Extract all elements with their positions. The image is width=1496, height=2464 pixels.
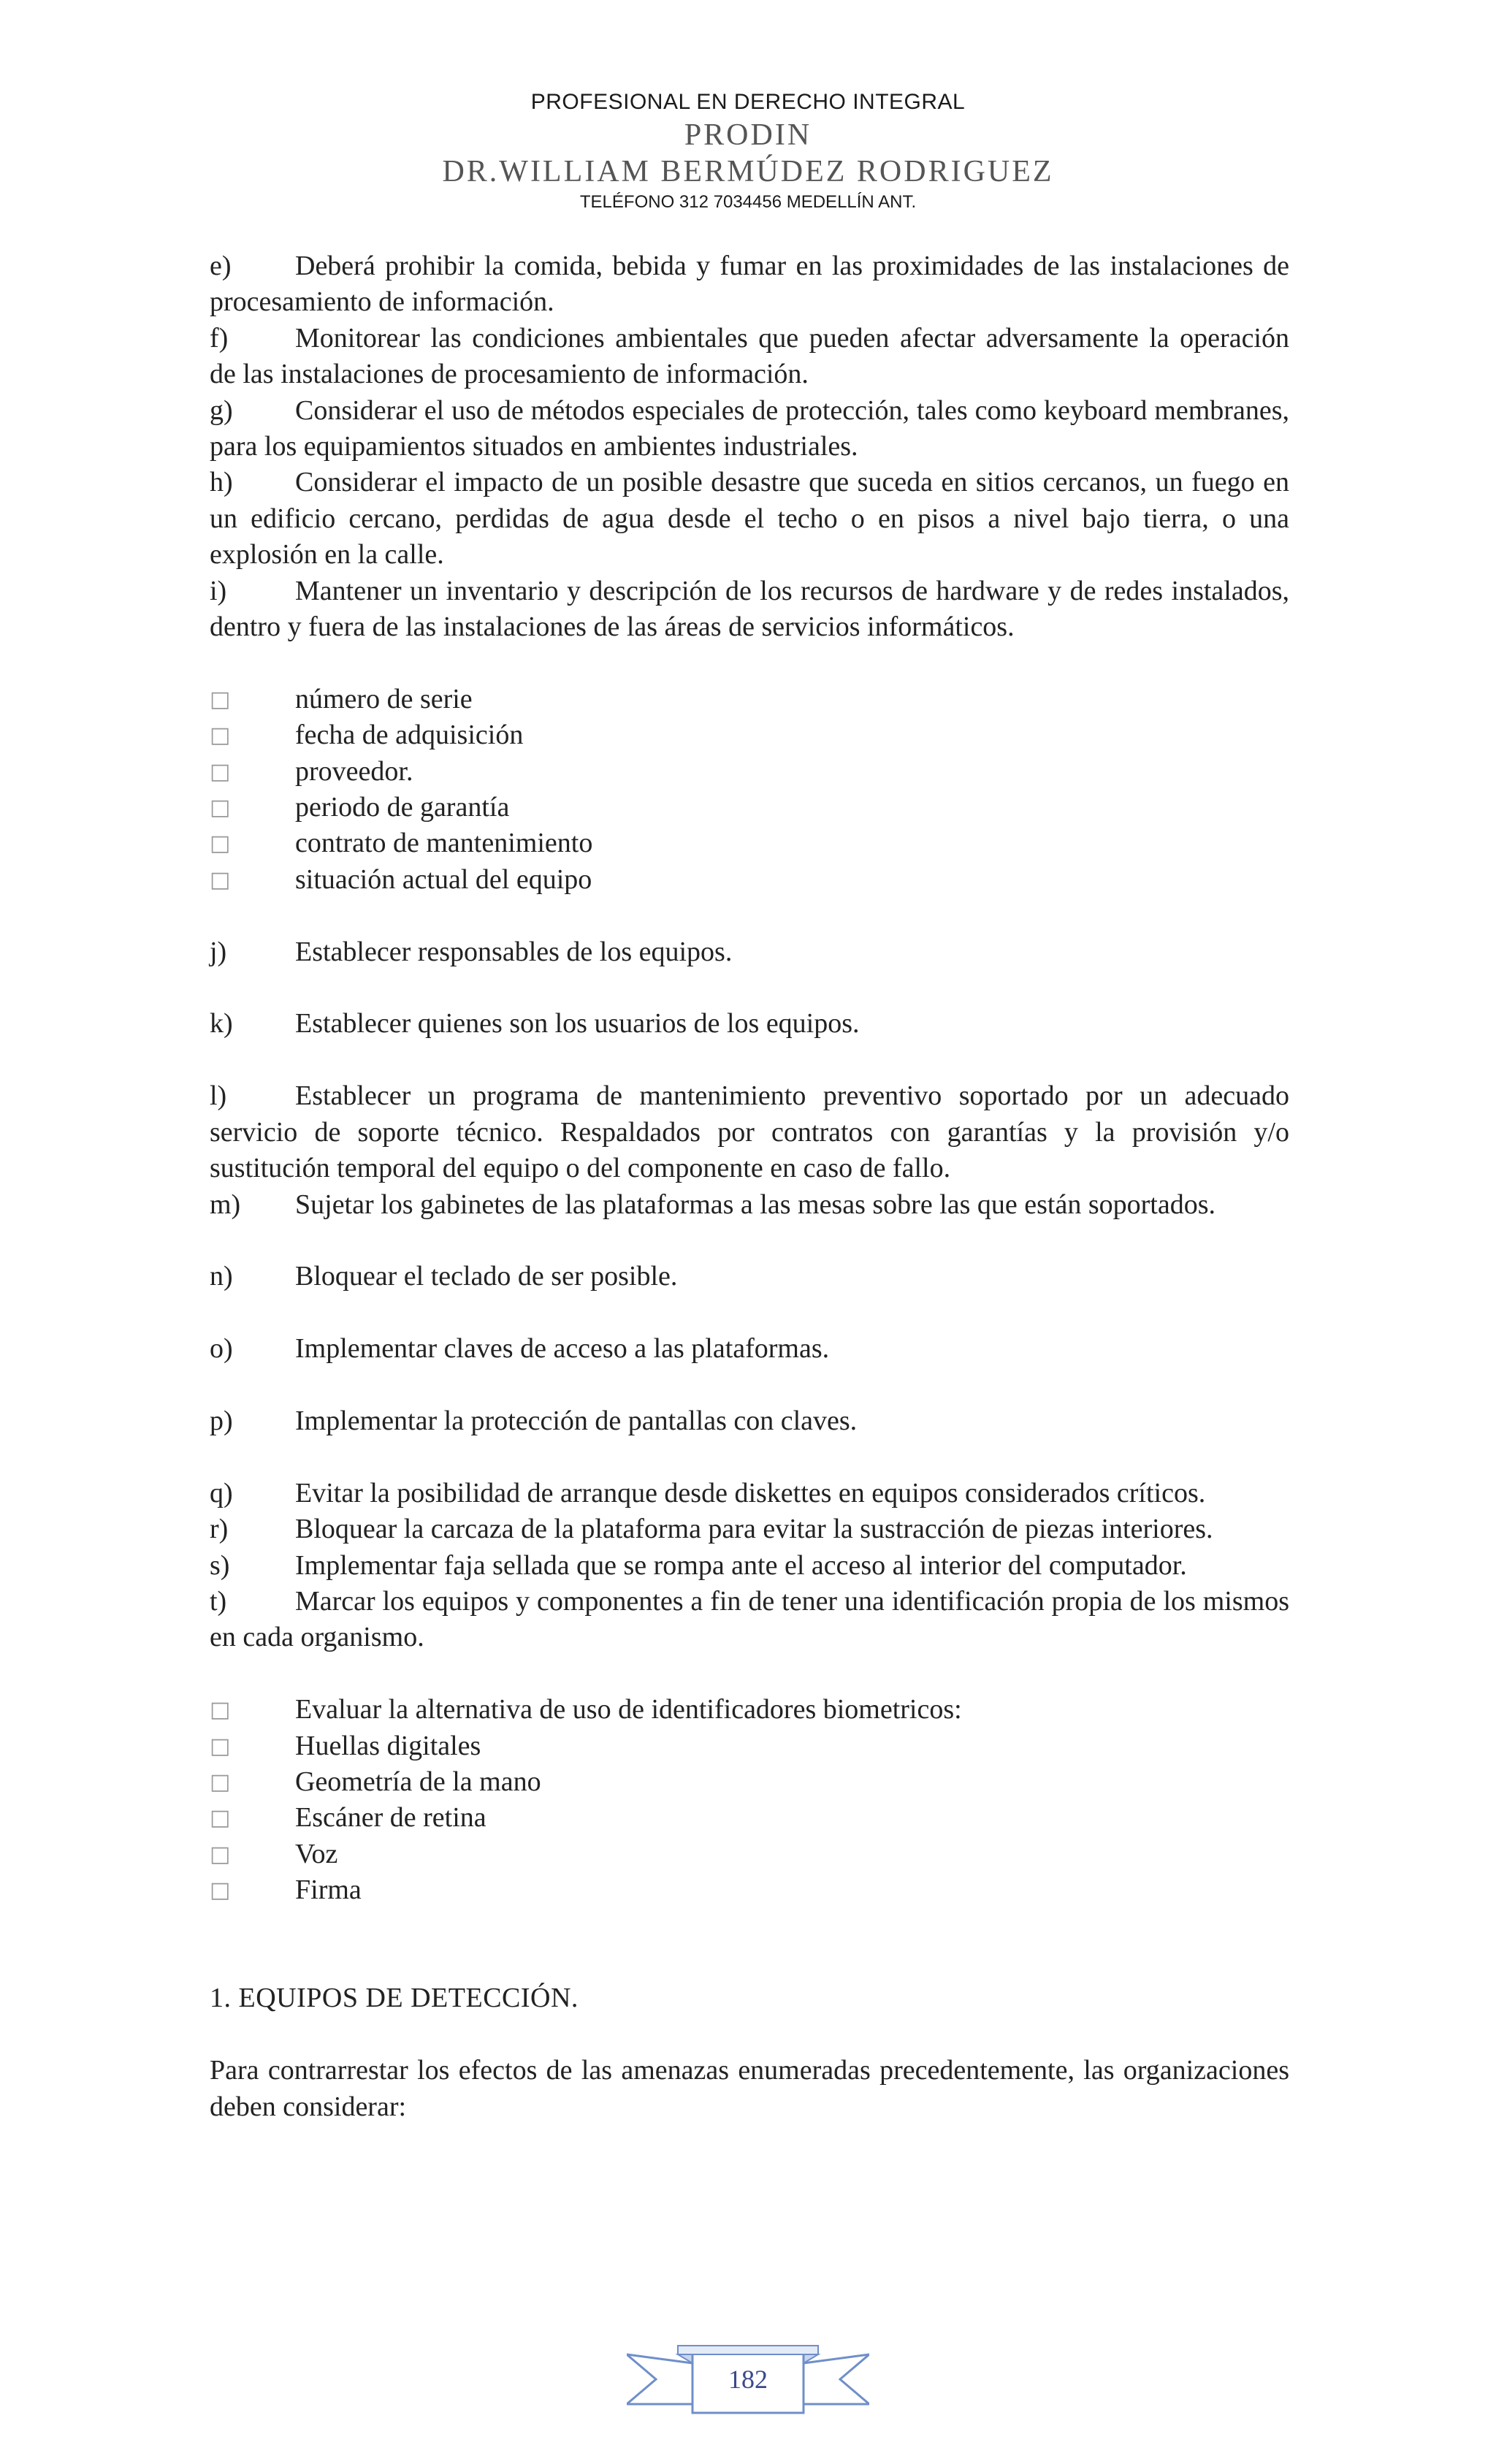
item-marker: j)	[210, 936, 227, 967]
item-text: Deberá prohibir la comida, bebida y fumar en las proximidades de las instalaciones de procesamiento de información.	[210, 251, 1289, 318]
bullet-text: proveedor.	[295, 755, 413, 787]
item-marker: m)	[210, 1189, 241, 1220]
list-item-p	[210, 1403, 1289, 1439]
item-marker: k)	[210, 1008, 233, 1040]
bullet-item	[210, 825, 1289, 861]
item-text: Evitar la posibilidad de arranque desde diskettes en equipos considerados críticos.	[295, 1477, 1206, 1508]
items-group-l-m	[210, 1078, 1289, 1223]
list-item-e	[210, 248, 1289, 321]
item-text: Sujetar los gabinetes de las plataformas a las mesas sobre las que están soportados.	[295, 1189, 1216, 1220]
list-item-q	[210, 1476, 1289, 1511]
bullet-item	[210, 862, 1289, 898]
spacer	[210, 645, 1289, 681]
header-brand: PRODIN	[684, 118, 812, 152]
item-marker: q)	[210, 1477, 233, 1508]
bullet-text: periodo de garantía	[295, 792, 510, 823]
checkbox-square-icon: □	[210, 831, 231, 857]
item-text: Establecer responsables de los equipos.	[295, 936, 733, 967]
bullet-text: contrato de mantenimiento	[295, 828, 593, 859]
bullet-item	[210, 1728, 1289, 1764]
list-item-l	[210, 1078, 1289, 1186]
items-group-q-t	[210, 1476, 1289, 1656]
spacer	[210, 2017, 1289, 2053]
page-header	[0, 88, 1496, 215]
item-text: Marcar los equipos y componentes a fin de tener una identificación propia de los mismos en cada organismo.	[210, 1585, 1289, 1653]
bullet-item	[210, 717, 1289, 753]
list-item-t	[210, 1584, 1289, 1656]
item-marker: f)	[210, 322, 229, 354]
spacer	[210, 1656, 1289, 1692]
checkbox-square-icon: □	[210, 1841, 231, 1867]
spacer	[210, 1295, 1289, 1331]
list-item-i	[210, 573, 1289, 646]
item-marker: n)	[210, 1261, 233, 1292]
spacer	[210, 1223, 1289, 1259]
list-item-o	[210, 1331, 1289, 1367]
page-content	[210, 248, 1289, 2125]
checkbox-square-icon: □	[210, 1733, 231, 1759]
bullet-item	[210, 754, 1289, 790]
item-text: Implementar claves de acceso a las plataformas.	[295, 1333, 830, 1365]
list-item-n	[210, 1259, 1289, 1294]
item-text: Bloquear la carcaza de la plataforma para evitar la sustracción de piezas interiores.	[295, 1514, 1213, 1545]
spacer	[210, 1945, 1289, 1980]
spacer	[210, 898, 1289, 934]
list-item-s	[210, 1548, 1289, 1584]
bullet-item	[210, 1836, 1289, 1872]
checkbox-square-icon: □	[210, 795, 231, 821]
bullet-text: Evaluar la alternativa de uso de identificadores biometricos:	[295, 1694, 962, 1725]
spacer	[210, 1368, 1289, 1403]
item-marker: p)	[210, 1405, 233, 1436]
bullet-text: Huellas digitales	[295, 1730, 481, 1761]
item-text: Mantener un inventario y descripción de los recursos de hardware y de redes instalados, dentro y fuera de las instalaciones de las áreas de servicios informáticos.	[210, 575, 1289, 643]
item-text: Considerar el impacto de un posible desastre que suceda en sitios cercanos, un fuego en un edificio cercano, perdidas de agua desde el techo o en pisos a nivel bajo tierra, o una explosión en la calle.	[210, 467, 1289, 571]
bullet-text: Escáner de retina	[295, 1802, 486, 1834]
item-marker: r)	[210, 1514, 229, 1545]
bullet-item	[210, 1692, 1289, 1728]
item-text: Bloquear el teclado de ser posible.	[295, 1261, 678, 1292]
checkbox-square-icon: □	[210, 1769, 231, 1795]
closing-paragraph: Para contrarrestar los efectos de las amenazas enumeradas precedentemente, las organizaciones deben considerar:	[210, 2055, 1289, 2122]
spacer	[210, 970, 1289, 1006]
header-profession: PROFESIONAL EN DERECHO INTEGRAL	[530, 90, 966, 114]
item-marker: t)	[210, 1585, 227, 1617]
checkbox-square-icon: □	[210, 758, 231, 785]
item-text: Establecer quienes son los usuarios de los equipos.	[295, 1008, 860, 1040]
list-item-h	[210, 465, 1289, 573]
checkbox-square-icon: □	[210, 1877, 231, 1904]
item-marker: e)	[210, 251, 232, 281]
spacer	[210, 1042, 1289, 1078]
list-item-m	[210, 1187, 1289, 1223]
header-author: DR.WILLIAM BERMÚDEZ RODRIGUEZ	[442, 155, 1054, 188]
item-marker: o)	[210, 1333, 233, 1365]
spacer	[210, 1909, 1289, 1945]
bullet-text: fecha de adquisición	[295, 720, 524, 751]
inventory-bullet-list	[210, 682, 1289, 898]
list-item-k	[210, 1006, 1289, 1042]
item-marker: g)	[210, 394, 233, 426]
spacer	[210, 1439, 1289, 1475]
item-marker: l)	[210, 1080, 227, 1112]
bullet-item	[210, 1800, 1289, 1836]
items-group-e-i	[210, 248, 1289, 645]
item-text: Monitorear las condiciones ambientales que pueden afectar adversamente la operación de las instalaciones de procesamiento de información.	[210, 322, 1289, 390]
checkbox-square-icon: □	[210, 866, 231, 893]
checkbox-square-icon: □	[210, 1805, 231, 1831]
bullet-text: Firma	[295, 1874, 362, 1906]
bullet-text: situación actual del equipo	[295, 863, 592, 895]
bullet-item	[210, 682, 1289, 717]
bullet-text: Voz	[295, 1838, 338, 1869]
item-marker: s)	[210, 1549, 230, 1581]
biometric-bullet-list	[210, 1692, 1289, 1908]
header-phone: TELÉFONO 312 7034456 MEDELLÍN ANT.	[579, 192, 917, 212]
checkbox-square-icon: □	[210, 722, 231, 749]
section-heading: 1. EQUIPOS DE DETECCIÓN.	[210, 1983, 579, 2014]
item-text: Considerar el uso de métodos especiales de protección, tales como keyboard membranes, para los equipamientos situados en ambientes industriales.	[210, 394, 1289, 462]
item-text: Implementar faja sellada que se rompa ante el acceso al interior del computador.	[295, 1549, 1187, 1581]
bullet-text: número de serie	[295, 683, 473, 714]
list-item-g	[210, 393, 1289, 465]
list-item-f	[210, 321, 1289, 393]
item-marker: h)	[210, 467, 233, 498]
list-item-r	[210, 1511, 1289, 1547]
item-text: Implementar la protección de pantallas con claves.	[295, 1405, 858, 1436]
list-item-j	[210, 934, 1289, 970]
bullet-item	[210, 1872, 1289, 1908]
bullet-item	[210, 1764, 1289, 1800]
checkbox-square-icon: □	[210, 686, 231, 712]
checkbox-square-icon: □	[210, 1697, 231, 1723]
item-text: Establecer un programa de mantenimiento preventivo soportado por un adecuado servicio de soporte técnico. Respaldados por contratos con garantías y la provisión y/o sustitución temporal del equipo o del componente en caso de fallo.	[210, 1080, 1289, 1184]
page-number-ribbon	[627, 2341, 869, 2417]
bullet-text: Geometría de la mano	[295, 1766, 541, 1797]
bullet-item	[210, 790, 1289, 825]
item-marker: i)	[210, 575, 227, 606]
page-number: 182	[728, 2365, 768, 2394]
